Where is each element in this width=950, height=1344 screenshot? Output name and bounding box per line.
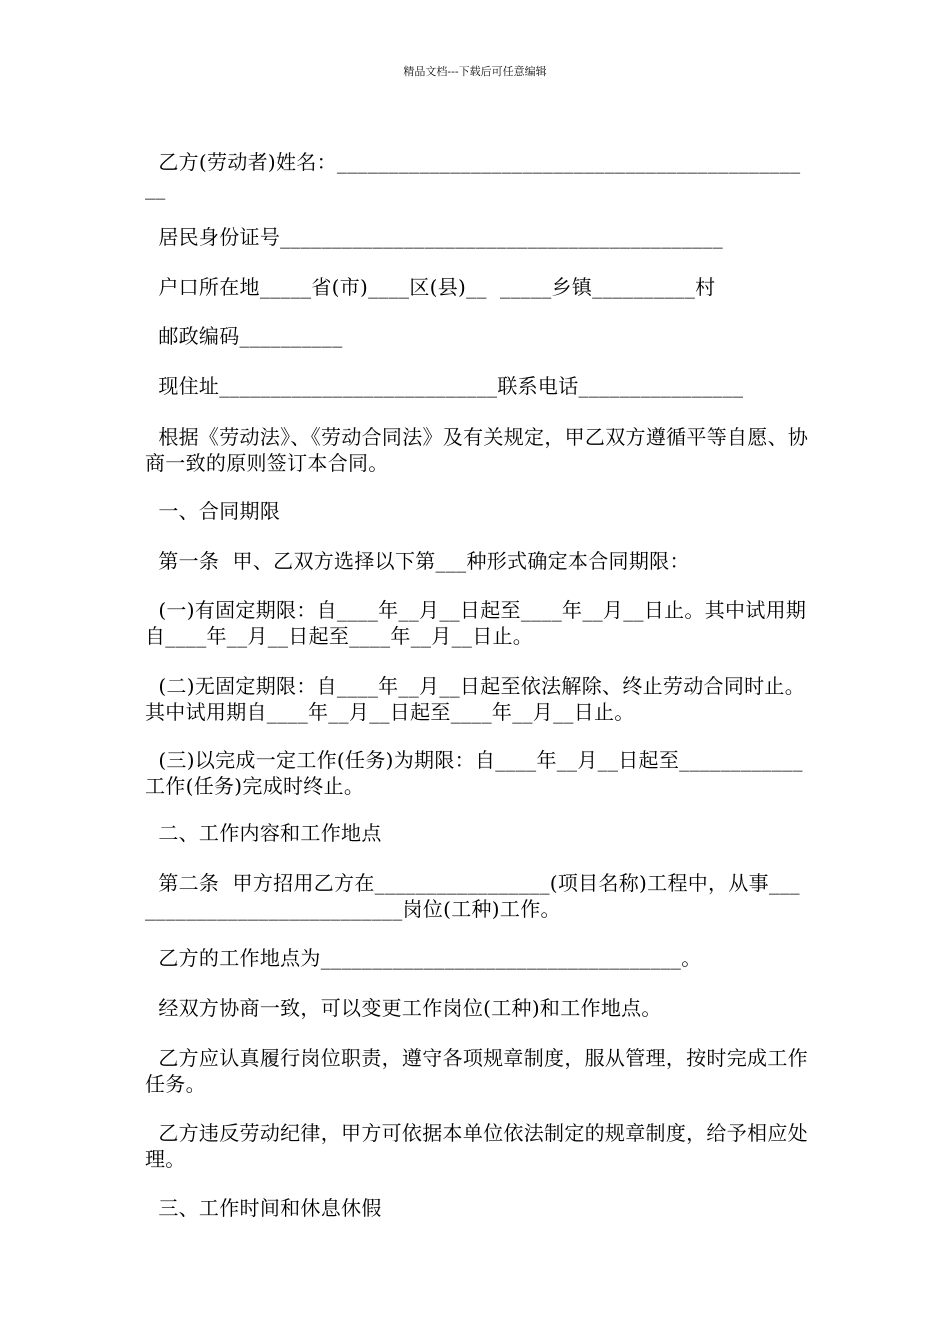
preamble-paragraph: 根据《劳动法》、《劳动合同法》及有关规定，甲乙双方遵循平等自愿、协商一致的原则签订本合同。 (145, 425, 809, 475)
term-option-3: (三)以完成一定工作(任务)为期限：自____年__月__日起至____________工作(任务)完成时终止。 (145, 748, 803, 798)
worker-name-line: 乙方(劳动者)姓名：_______________________________________________ (145, 150, 801, 200)
postal-code-line: 邮政编码__________ (145, 324, 343, 348)
article-1: 第一条 甲、乙双方选择以下第___种形式确定本合同期限： (145, 549, 690, 573)
term-option-1: (一)有固定期限：自____年__月__日起至____年__月__日止。其中试用期自____年__月__日起至____年__月__日止。 (145, 598, 807, 648)
change-agreement-line: 经双方协商一致，可以变更工作岗位(工种)和工作地点。 (145, 996, 662, 1020)
section-2-heading: 二、工作内容和工作地点 (145, 821, 382, 845)
address-phone-line: 现住址___________________________联系电话________________ (145, 374, 744, 398)
household-address-line: 户口所在地_____省(市)____区(县)__ _____乡镇__________村 (145, 275, 716, 299)
duties-paragraph: 乙方应认真履行岗位职责，遵守各项规章制度，服从管理，按时完成工作任务。 (145, 1046, 808, 1096)
section-3-heading: 三、工作时间和休息休假 (145, 1196, 382, 1220)
id-number-line: 居民身份证号___________________________________________ (145, 225, 724, 249)
article-2: 第二条 甲方招用乙方在_________________(项目名称)工程中，从事____________________________岗位(工种)工作。 (145, 871, 800, 921)
discipline-paragraph: 乙方违反劳动纪律，甲方可依据本单位依法制定的规章制度，给予相应处理。 (145, 1121, 808, 1171)
section-1-heading: 一、合同期限 (145, 499, 281, 523)
page-header: 精品文档---下载后可任意编辑 (403, 65, 547, 78)
work-location-line: 乙方的工作地点为___________________________________。 (145, 946, 702, 970)
term-option-2: (二)无固定期限：自____年__月__日起至依法解除、终止劳动合同时止。其中试用期自____年__月__日起至____年__月__日止。 (145, 674, 806, 724)
